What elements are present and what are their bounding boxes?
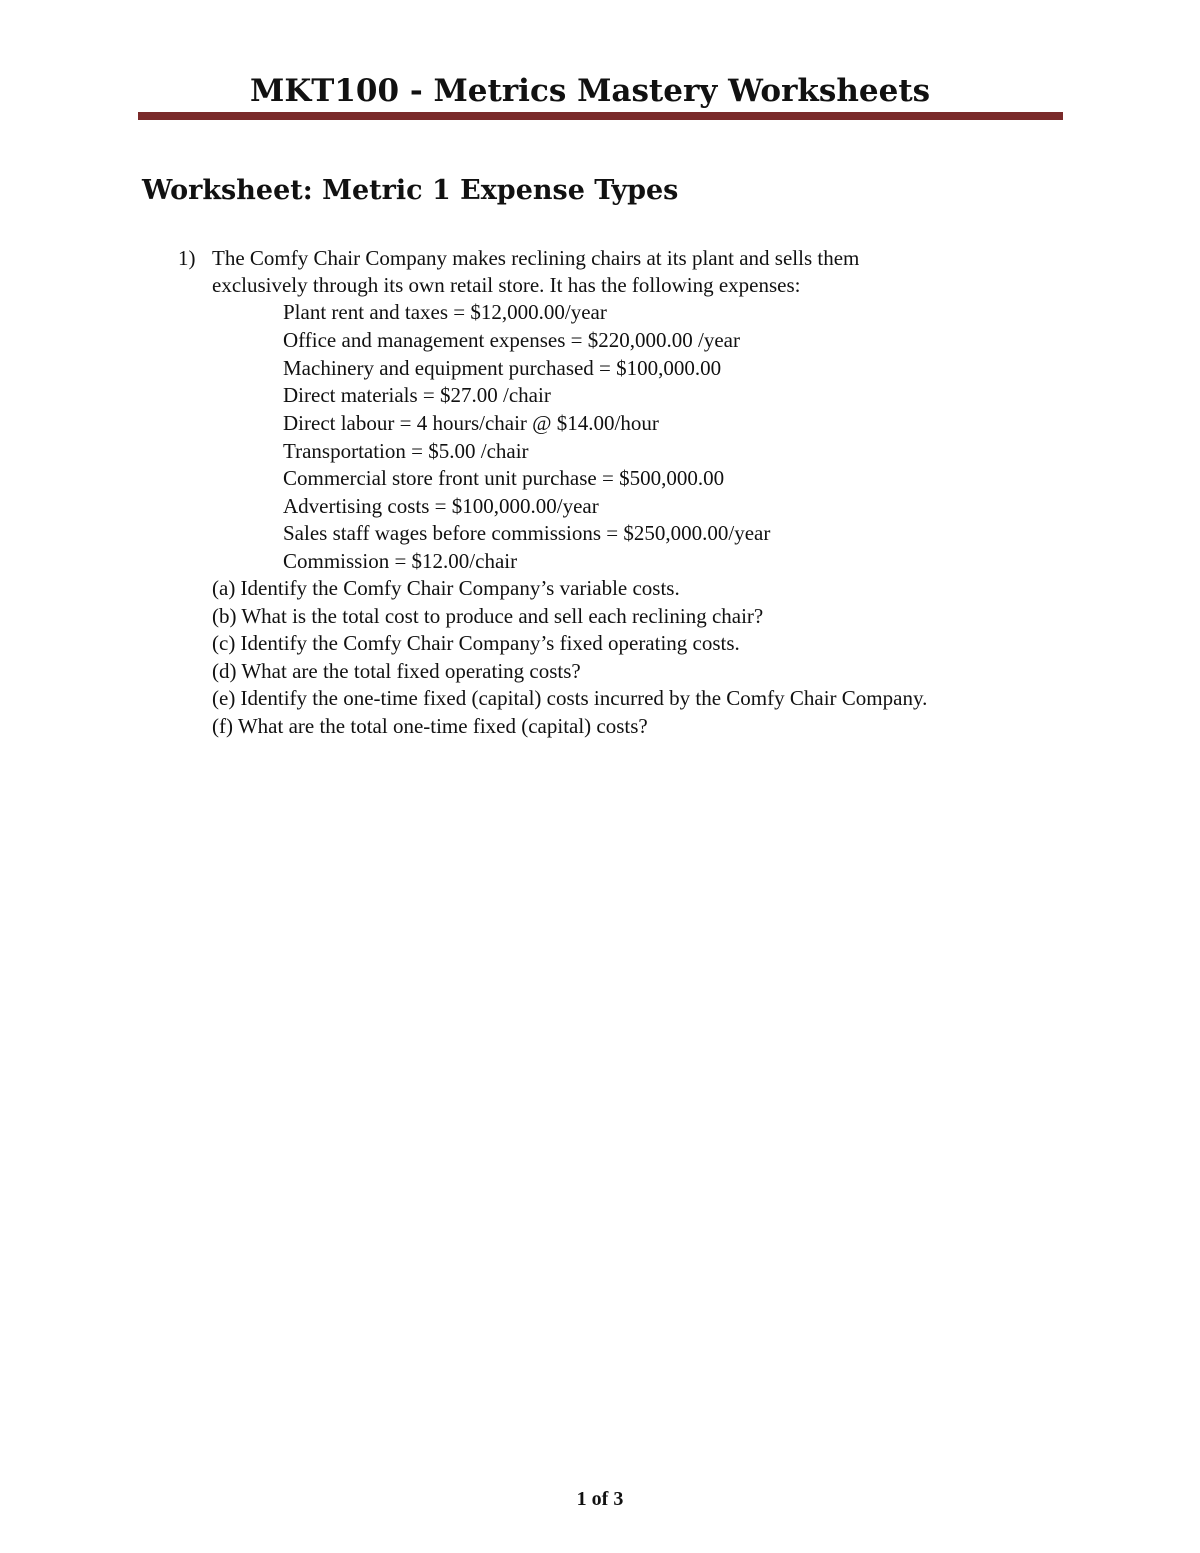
expense-item: Direct labour = 4 hours/chair @ $14.00/hour [283, 411, 659, 435]
expense-item: Office and management expenses = $220,000.00 /year [283, 328, 740, 352]
document-title: MKT100 - Metrics Mastery Worksheets [250, 73, 931, 109]
question-intro-line: exclusively through its own retail store. It has the following expenses: [212, 273, 801, 297]
subquestion-f: (f) What are the total one-time fixed (capital) costs? [212, 714, 648, 738]
subquestion-b: (b) What is the total cost to produce and sell each reclining chair? [212, 604, 764, 628]
subquestion-d: (d) What are the total fixed operating costs? [212, 659, 581, 683]
expense-item: Plant rent and taxes = $12,000.00/year [283, 300, 607, 324]
expense-item: Advertising costs = $100,000.00/year [283, 494, 599, 518]
question-intro-line: The Comfy Chair Company makes reclining chairs at its plant and sells them [212, 246, 860, 270]
expense-item: Commission = $12.00/chair [283, 549, 518, 573]
page-number: 1 of 3 [576, 1488, 624, 1510]
expense-item: Sales staff wages before commissions = $250,000.00/year [283, 521, 771, 545]
title-underline-rule [138, 112, 1063, 120]
expense-item: Machinery and equipment purchased = $100,000.00 [283, 356, 722, 380]
question-number: 1) [178, 246, 196, 270]
expense-item: Transportation = $5.00 /chair [283, 439, 529, 463]
worksheet-heading: Worksheet: Metric 1 Expense Types [142, 175, 679, 206]
subquestion-e: (e) Identify the one-time fixed (capital) costs incurred by the Comfy Chair Company. [212, 686, 928, 710]
expense-item: Commercial store front unit purchase = $500,000.00 [283, 466, 725, 490]
expense-item: Direct materials = $27.00 /chair [283, 383, 551, 407]
subquestion-a: (a) Identify the Comfy Chair Company’s variable costs. [212, 576, 680, 600]
subquestion-c: (c) Identify the Comfy Chair Company’s fixed operating costs. [212, 631, 740, 655]
